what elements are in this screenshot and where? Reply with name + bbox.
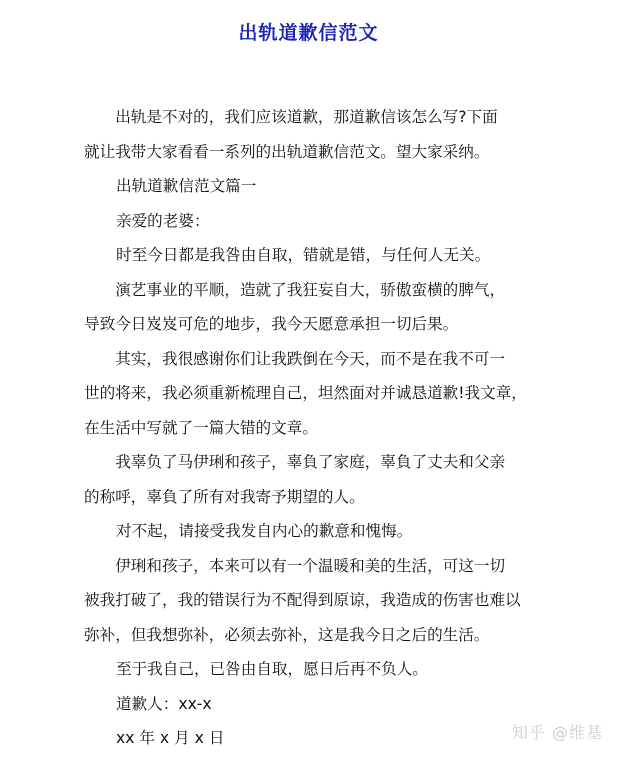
- text-line: xx 年 x 月 x 日: [115, 729, 225, 747]
- body-paragraph: [84, 445, 552, 514]
- text-line: 道歉人：xx-x: [115, 694, 212, 713]
- signature: [84, 687, 552, 722]
- text-line: 出轨道歉信范文篇一: [115, 177, 257, 195]
- text-line: 就让我带大家看看一系列的出轨道歉信范文。望大家采纳。: [84, 142, 490, 161]
- body-paragraph: [84, 549, 552, 653]
- body-paragraph: [84, 342, 552, 446]
- document-body: [84, 100, 552, 756]
- text-line: 亲爱的老婆：: [115, 211, 210, 230]
- document-title: 出轨道歉信范文: [238, 22, 379, 44]
- zhihu-watermark: 知乎 @维基: [511, 723, 603, 742]
- text-line: 伊琍和孩子，本来可以有一个温暖和美的生活，可这一切: [115, 556, 506, 575]
- body-paragraph: [84, 652, 552, 687]
- text-line: 导致今日岌岌可危的地步，我今天愿意承担一切后果。: [84, 315, 459, 333]
- text-line: 在生活中写就了一篇大错的文章。: [84, 418, 318, 437]
- date-line: [84, 721, 552, 756]
- body-paragraph: [84, 273, 552, 342]
- body-paragraph: [84, 238, 552, 273]
- text-line: 演艺事业的平顺，造就了我狂妄自大，骄傲蛮横的脾气，: [115, 280, 506, 299]
- text-line: 出轨是不对的，我们应该道歉，那道歉信该怎么写?下面: [115, 108, 498, 126]
- text-line: 对不起，请接受我发自内心的歉意和愧悔。: [115, 522, 413, 540]
- salutation: [84, 204, 552, 239]
- text-line: 世的将来，我必须重新梳理自己，坦然面对并诚恳道歉!我文章，: [84, 384, 527, 402]
- intro-paragraph: [84, 100, 552, 169]
- section-heading: [84, 169, 552, 204]
- body-paragraph: [84, 514, 552, 549]
- text-line: 其实，我很感谢你们让我跌倒在今天，而不是在我不可一: [115, 349, 506, 368]
- text-line: 时至今日都是我咎由自取，错就是错，与任何人无关。: [115, 246, 491, 264]
- text-line: 至于我自己，已咎由自取，愿日后再不负人。: [115, 660, 428, 678]
- text-line: 弥补，但我想弥补，必须去弥补，这是我今日之后的生活。: [84, 625, 490, 644]
- text-line: 我辜负了马伊琍和孩子，辜負了家庭，辜負了丈夫和父亲: [115, 453, 506, 471]
- text-line: 的称呼，辜負了所有对我寄予期望的人。: [84, 487, 365, 506]
- text-line: 被我打破了，我的错误行为不配得到原谅，我造成的伤害也难以: [84, 591, 521, 609]
